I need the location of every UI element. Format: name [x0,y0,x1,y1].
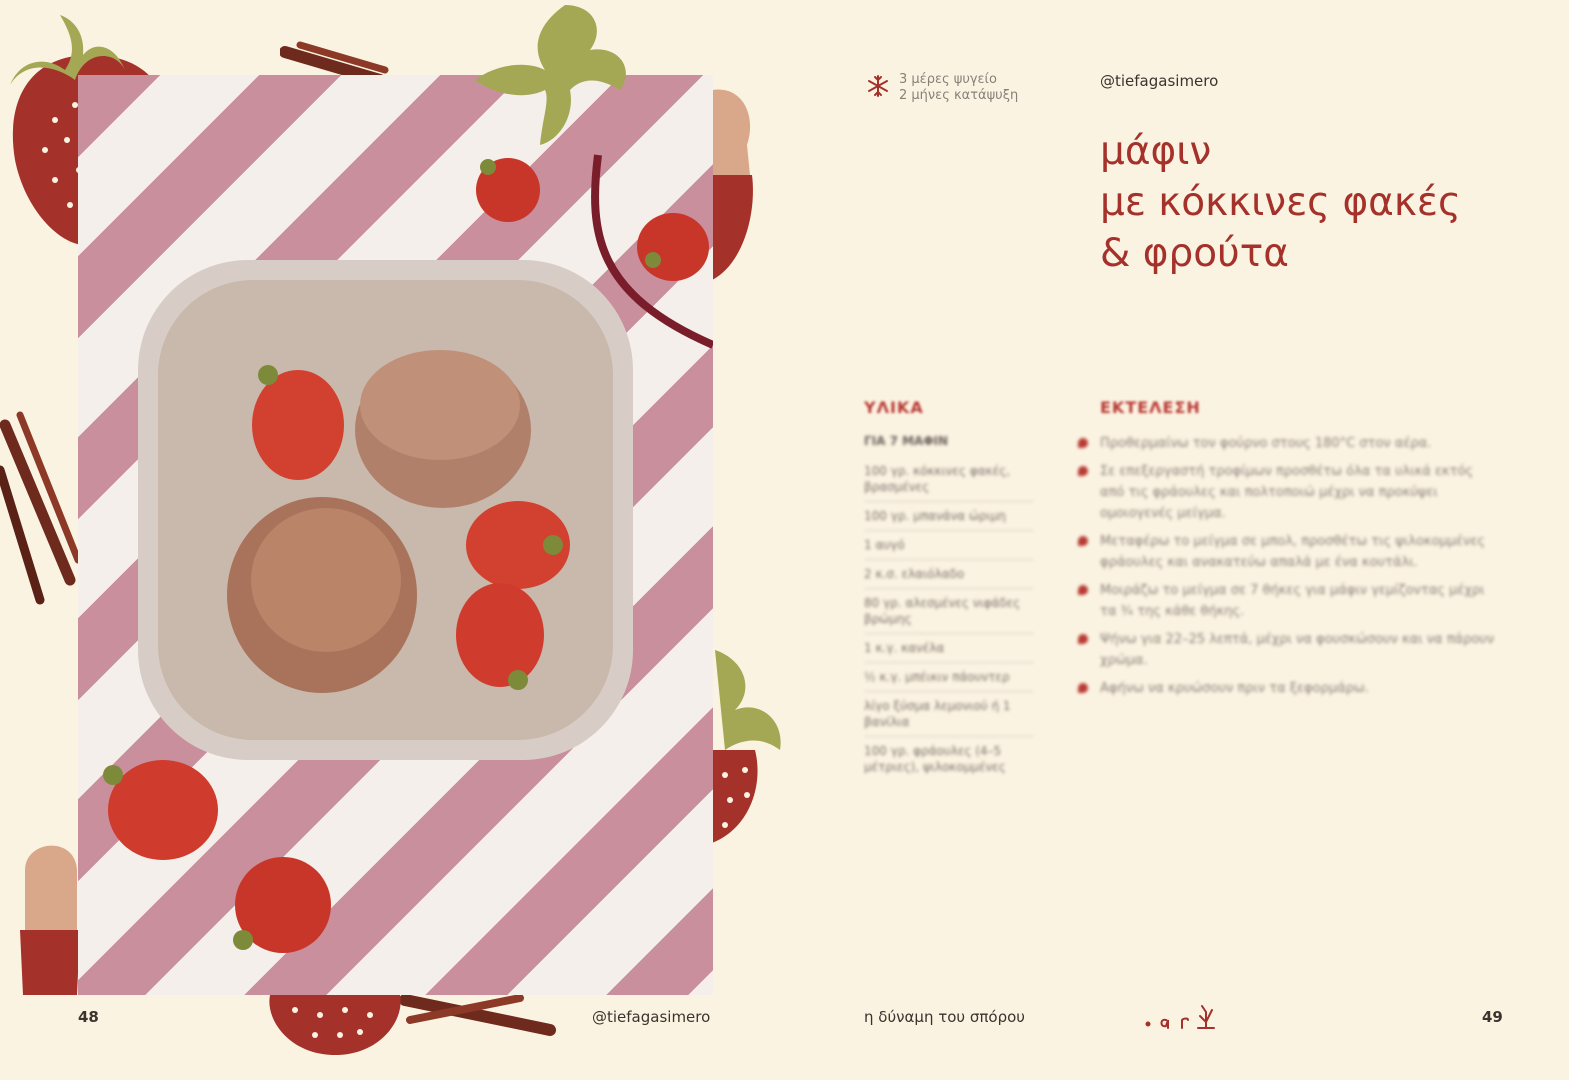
brand-logo [1140,998,1230,1034]
leaf-illustration-top [470,0,640,150]
ingredients-heading: ΥΛΙΚΑ [864,398,924,417]
strawberry-bullet-icon [1078,683,1088,693]
page-number-right: 49 [1482,1008,1503,1026]
ingredient-item: 100 γρ. φράουλες (4–5 μέτριες), ψιλοκομμένες [864,744,1006,774]
recipe-title [1100,126,1540,279]
ingredient-item: 2 κ.σ. ελαιόλαδο [864,562,1034,589]
strawberry-bullet-icon [1078,536,1088,546]
strawberry-bullet-icon [1078,466,1088,476]
title-line: μάφιν [1100,129,1212,174]
recipe-photo [78,75,713,995]
muffin-illustration-bottom-left [15,830,85,1000]
strawberry-bullet-icon [1078,585,1088,595]
storage-fridge: 3 μέρες ψυγείο [899,72,997,87]
method-heading: ΕΚΤΕΛΕΣΗ [1100,398,1201,417]
title-line: & φρούτα [1100,231,1289,276]
ingredient-item: 100 γρ. κόκκινες φακές, βρασμένες [864,459,1034,502]
title-line: με κόκκινες φακές [1100,180,1461,225]
handle-header: @tiefagasimero [1100,72,1219,90]
strawberry-bullet-icon [1078,634,1088,644]
method-step: Προθερμαίνω τον φούρνο στους 180°C στον αέρα. [1078,433,1498,454]
cinnamon-sticks-bottom-decoration [400,990,560,1040]
cinnamon-sticks-left-decoration [0,410,80,610]
method-step: Σε επεξεργαστή τροφίμων προσθέτω όλα τα υλικά εκτός από τις φράουλες και πολτοποιώ μέχρι να προκύψει ομοιογενές μείγμα. [1078,461,1498,524]
ingredient-item: 100 γρ. μπανάνα ώριμη [864,504,1034,531]
leaf-illustration-right-edge [705,640,790,850]
ingredient-item: 1 αυγό [864,533,1034,560]
method-step: Ψήνω για 22–25 λεπτά, μέχρι να φουσκώσουν και να πάρουν χρώμα. [1078,629,1498,671]
muffin-illustration-right-edge [712,85,762,285]
snowflake-icon [866,74,890,98]
servings-label: ΓΙΑ 7 ΜΑΦΙΝ [864,434,949,448]
strawberry-illustration-bottom [260,990,410,1060]
page-number-left: 48 [78,1008,99,1026]
ingredient-item: 80 γρ. αλεσμένες νιφάδες βρώμης [864,591,1034,634]
book-tagline: η δύναμη του σπόρου [864,1008,1025,1026]
method-step: Αφήνω να κρυώσουν πριν τα ξεφορμάρω. [1078,678,1498,699]
method-steps [1078,433,1498,706]
method-step: Μεταφέρω το μείγμα σε μπολ, προσθέτω τις ψιλοκομμένες φράουλες και ανακατεύω απαλά με ένα κουτάλι. [1078,531,1498,573]
ingredient-item: λίγο ξύσμα λεμονιού ή 1 βανίλια [864,694,1034,737]
strawberry-bullet-icon [1078,438,1088,448]
handle-left-footer: @tiefagasimero [592,1008,711,1026]
ingredient-item: ½ κ.γ. μπέικιν πάουντερ [864,665,1034,692]
ingredient-item: 1 κ.γ. κανέλα [864,636,1034,663]
ingredients-list [864,433,1034,783]
storage-info [868,72,1018,104]
storage-freezer: 2 μήνες κατάψυξη [899,88,1019,103]
method-step: Μοιράζω το μείγμα σε 7 θήκες για μάφιν γεμίζοντας μέχρι τα ¾ της κάθε θήκης. [1078,580,1498,622]
